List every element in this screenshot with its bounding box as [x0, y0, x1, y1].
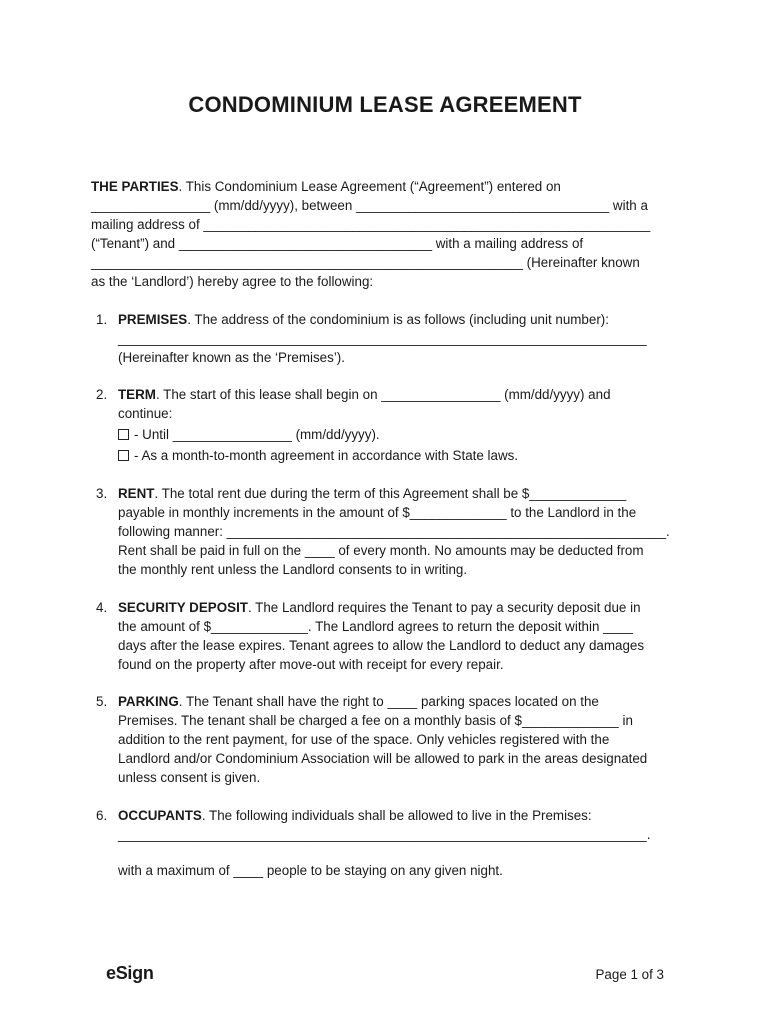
- section-3-number: 3.: [96, 486, 108, 501]
- section-1-heading: PREMISES: [118, 312, 188, 327]
- section-5-number: 5.: [96, 694, 108, 709]
- section-4-line-1: [118, 598, 641, 617]
- parties-line-2: ________________ (mm/dd/yyyy), between __________________________________ with a: [91, 198, 648, 213]
- until-checkbox[interactable]: [118, 429, 129, 440]
- section-5-line-3: addition to the rent payment, for use of the space. Only vehicles registered with the: [118, 732, 610, 747]
- section-2-line-1: [118, 385, 611, 404]
- section-1-line-2: _______________________________________________________________________: [118, 331, 647, 346]
- section-2-line-2: continue:: [118, 406, 173, 421]
- parties-line-3: mailing address of ____________________________________________________________: [91, 217, 651, 232]
- section-2-heading: TERM: [118, 387, 156, 402]
- month-to-month-checkbox[interactable]: [118, 450, 129, 461]
- section-5-heading: PARKING: [118, 694, 179, 709]
- section-3-line-1: [118, 484, 626, 503]
- section-4-line-3: days after the lease expires. Tenant agrees to allow the Landlord to deduct any damages: [118, 638, 645, 653]
- section-4-line-2: the amount of $_____________. The Landlord agrees to return the deposit within ____: [118, 619, 633, 634]
- section-1-line-3: (Hereinafter known as the ‘Premises’).: [118, 350, 345, 365]
- section-6-line-3: with a maximum of ____ people to be staying on any given night.: [118, 863, 503, 878]
- section-3-line-2: payable in monthly increments in the amount of $_____________ to the Landlord in the: [118, 505, 637, 520]
- section-1-number: 1.: [96, 312, 108, 327]
- section-4-number: 4.: [96, 600, 108, 615]
- section-1-line-1: [118, 310, 609, 329]
- parties-line-1: [91, 177, 561, 196]
- section-3-line-4: Rent shall be paid in full on the ____ of every month. No amounts may be deducted from: [118, 543, 644, 558]
- term-option-month-to-month: [118, 446, 518, 465]
- section-4-heading: SECURITY DEPOSIT: [118, 600, 248, 615]
- parties-heading: THE PARTIES: [91, 179, 179, 194]
- section-2-number: 2.: [96, 387, 108, 402]
- section-5-text-1: . The Tenant shall have the right to ____ parking spaces located on the: [178, 694, 599, 709]
- section-6-text-1: . The following individuals shall be allowed to live in the Premises:: [201, 808, 592, 823]
- section-5-line-5: unless consent is given.: [118, 770, 261, 785]
- section-5-line-1: [118, 692, 599, 711]
- term-option-until: [118, 425, 380, 444]
- section-4-text-1: . The Landlord requires the Tenant to pay a security deposit due in: [247, 600, 641, 615]
- document-title: CONDOMINIUM LEASE AGREEMENT: [188, 92, 582, 117]
- section-6-heading: OCCUPANTS: [118, 808, 202, 823]
- parties-line-6: as the ‘Landlord’) hereby agree to the following:: [91, 274, 374, 289]
- page-number: Page 1 of 3: [595, 967, 664, 982]
- parties-text-1: . This Condominium Lease Agreement (“Agreement”) entered on: [178, 179, 561, 194]
- esign-logo: eSign: [106, 963, 154, 983]
- parties-line-4: (“Tenant”) and __________________________________ with a mailing address of: [91, 236, 584, 251]
- section-5-line-4: Landlord and/or Condominium Association will be allowed to park in the areas designated: [118, 751, 648, 766]
- section-3-line-5: the monthly rent unless the Landlord consents to in writing.: [118, 562, 468, 577]
- section-1-text-1: . The address of the condominium is as follows (including unit number):: [187, 312, 609, 327]
- parties-line-5: __________________________________________________________ (Hereinafter known: [91, 255, 640, 270]
- section-3-line-3: following manner: ___________________________________________________________.: [118, 524, 670, 539]
- section-6-line-2: _______________________________________________________________________.: [118, 827, 651, 842]
- term-option-month-to-month-label: - As a month-to-month agreement in accordance with State laws.: [134, 448, 519, 463]
- section-2-text-1: . The start of this lease shall begin on ________________ (mm/dd/yyyy) and: [155, 387, 611, 402]
- section-3-text-1: . The total rent due during the term of this Agreement shall be $_____________: [154, 486, 627, 501]
- section-6-line-1: [118, 806, 592, 825]
- section-3-heading: RENT: [118, 486, 155, 501]
- term-option-until-label: - Until ________________ (mm/dd/yyyy).: [134, 427, 380, 442]
- section-5-line-2: Premises. The tenant shall be charged a fee on a monthly basis of $_____________ in: [118, 713, 633, 728]
- section-6-number: 6.: [96, 808, 108, 823]
- section-4-line-4: found on the property after move-out with receipt for every repair.: [118, 657, 504, 672]
